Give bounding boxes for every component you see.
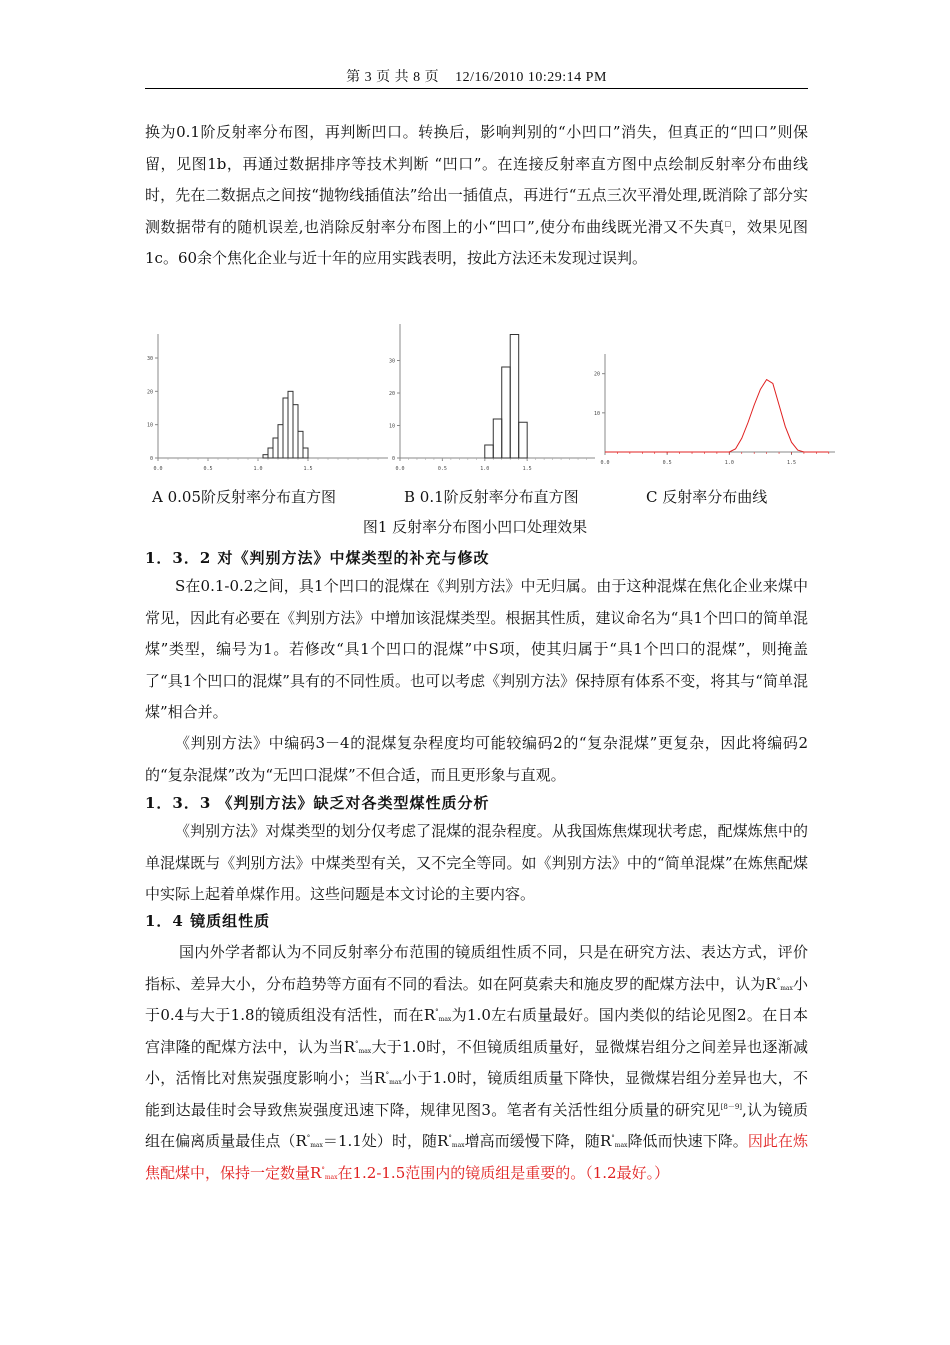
y-tick-label: 30	[146, 356, 153, 362]
histogram-bar	[485, 445, 493, 458]
paragraph-intro: 换为0.1阶反射率分布图，再判断凹口。转换后，影响判别的“小凹口”消失，但真正的“凹口”则保留，见图1b，再通过数据排序等技术判断 “凹口”。在连接反射率直方图中点绘制反射率分布曲线时，先在二数据点之间按“抛物线插值法”给出一插值点，再进行“五点三次平滑处理,既消除了部分实测数据带有的随机误差,也消除反射率分布图上的小“凹口”,使分布曲线既光滑又不失真□，效果见图1c。60余个焦化企业与近十年的应用实践表明，按此方法还未发现过误判。	[145, 123, 808, 267]
rmax-symbol: $R^\circ_{max}$	[765, 974, 793, 993]
reference-8-9: [8－9]	[720, 1102, 743, 1111]
header-datetime: 12/16/2010 10:29:14 PM	[455, 70, 607, 85]
y-tick-label: 10	[388, 423, 395, 430]
paragraph-1-3-2-a: S在0.1-0.2之间，具1个凹口的混煤在《判别方法》中无归属。由于这种混煤在焦化企业来煤中常见，因此有必要在《判别方法》中增加该混煤类型。根据其性质，建议命名为“具1个凹口的简单混煤”类型，编号为1。若修改“具1个凹口的混煤”中S项，使其归属于“具1个凹口的混煤”，则掩盖了“具1个凹口的混煤”具有的不同性质。也可以考虑《判别方法》保持原有体系不变，将其与“简单混煤”相合并。	[145, 577, 808, 721]
histogram-bar	[493, 419, 501, 458]
paragraph-1-3-2-b: 《判别方法》中编码3－4的混煤复杂程度均可能较编码2的“复杂混煤”更复杂，因此将编码2的“复杂混煤”改为“无凹口混煤”不但合适，而且更形象与直观。	[145, 734, 808, 784]
rmax-symbol: $R^\circ_{max}$	[374, 1069, 402, 1087]
header-rule	[145, 88, 808, 89]
x-tick-label: 0.0	[600, 460, 610, 466]
y-tick-label: 0	[149, 456, 153, 462]
citation-mark: □	[724, 219, 732, 228]
x-tick-label: 1.0	[480, 466, 490, 472]
histogram-bar	[283, 398, 288, 458]
chart-b-histogram	[388, 318, 600, 478]
chart-a-histogram	[140, 318, 390, 478]
histogram-bar	[293, 405, 298, 458]
y-tick-label: 0	[391, 456, 395, 462]
rmax-symbol: $R^\circ_{max}$	[310, 1163, 338, 1182]
paragraph-1-4: 国内外学者都认为不同反射率分布范围的镜质组性质不同，只是在研究方法、表达方式，评价指标、差异大小，分布趋势等方面有不同的看法。如在阿莫索夫和施皮罗的配煤方法中，认为$R^\circ_{max}$小于0.4与大于1.8的镜质组没有活性，而在$R^\circ_{max}$为1.0左右质量最好。国内类似的结论见图2。在日本宫津隆的配煤方法中，认为当$R^\circ_{max}$大于1.0时，不但镜质组质量好，显微煤岩组分之间差异也逐渐减小，活惰比对焦炭强度影响小；当$R^\circ_{max}$小于1.0时，镜质组质量下降快，显微煤岩组分差异也大，不能到达最佳时会导致焦炭强度迅速下降，规律见图3。笔者有关活性组分质量的研究见[8－9],认为镜质组在偏离质量最佳点（$R^\circ_{max}=1.1$处）时，随$R^\circ_{max}$增高而缓慢下降，随$R^\circ_{max}$降低而快速下降。因此在炼焦配煤中，保持一定数量$R^\circ_{max}$在1.2-1.5范围内的镜质组是重要的。（1.2最好。）	[145, 943, 808, 1182]
rmax-symbol: $R^\circ_{max}$	[599, 1132, 628, 1150]
histogram-bar	[298, 431, 303, 458]
caption-c: C 反射率分布曲线	[646, 488, 768, 506]
section-heading-1-4: 1．4 镜质组性质	[145, 912, 271, 930]
histogram-bar	[502, 367, 510, 458]
histogram-bar	[268, 448, 273, 458]
x-tick-label: 1.5	[522, 466, 532, 472]
rmax-symbol: $R^\circ_{max}$	[295, 1132, 323, 1150]
caption-b: B 0.1阶反射率分布直方图	[404, 488, 579, 506]
histogram-bar	[519, 422, 527, 458]
chart-c-curve	[590, 318, 840, 478]
y-tick-label: 10	[593, 410, 600, 417]
histogram-bar	[303, 448, 308, 458]
x-tick-label: 0.0	[395, 466, 405, 472]
page-number: 第 3 页 共 8 页	[346, 70, 440, 85]
rmax-symbol: $R^\circ_{max}$	[423, 1006, 452, 1024]
section-heading-1-3-3: 1．3．3 《判别方法》缺乏对各类型煤性质分析	[145, 794, 490, 812]
section-heading-1-3-2: 1．3．2 对《判别方法》中煤类型的补充与修改	[145, 549, 490, 567]
x-tick-label: 1.5	[303, 466, 313, 472]
rmax-symbol: $R^\circ_{max}$	[437, 1132, 465, 1150]
y-tick-label: 10	[146, 422, 153, 429]
page-header	[145, 66, 808, 86]
y-tick-label: 20	[593, 371, 600, 378]
x-tick-label: 1.0	[724, 460, 734, 466]
distribution-curve	[605, 380, 829, 452]
y-tick-label: 20	[388, 391, 395, 397]
figure-title: 图1 反射率分布图小凹口处理效果	[362, 518, 588, 536]
histogram-bar	[278, 425, 283, 458]
y-tick-label: 20	[146, 389, 153, 396]
x-tick-label: 0.5	[662, 460, 672, 466]
y-tick-label: 30	[388, 358, 395, 365]
x-tick-label: 1.0	[253, 466, 263, 472]
rmax-symbol: $R^\circ_{max}$	[343, 1037, 372, 1056]
histogram-bar	[510, 335, 518, 459]
histogram-bar	[288, 391, 293, 458]
paragraph-1-3-3: 《判别方法》对煤类型的划分仅考虑了混煤的混杂程度。从我国炼焦煤现状考虑，配煤炼焦中的单混煤既与《判别方法》中煤类型有关，又不完全等同。如《判别方法》中的“简单混煤”在炼焦配煤中实际上起着单煤作用。这些问题是本文讨论的主要内容。	[145, 822, 808, 903]
x-tick-label: 0.5	[437, 466, 447, 472]
x-tick-label: 0.5	[203, 466, 213, 472]
x-tick-label: 1.5	[786, 460, 797, 466]
histogram-bar	[273, 438, 278, 458]
highlighted-conclusion: 因此在炼焦配煤中，保持一定数量$R^\circ_{max}$在1.2-1.5范围内的镜质组是重要的。（1.2最好。）	[145, 1132, 808, 1182]
x-tick-label: 0.0	[153, 466, 163, 472]
caption-a: A 0.05阶反射率分布直方图	[152, 488, 336, 506]
